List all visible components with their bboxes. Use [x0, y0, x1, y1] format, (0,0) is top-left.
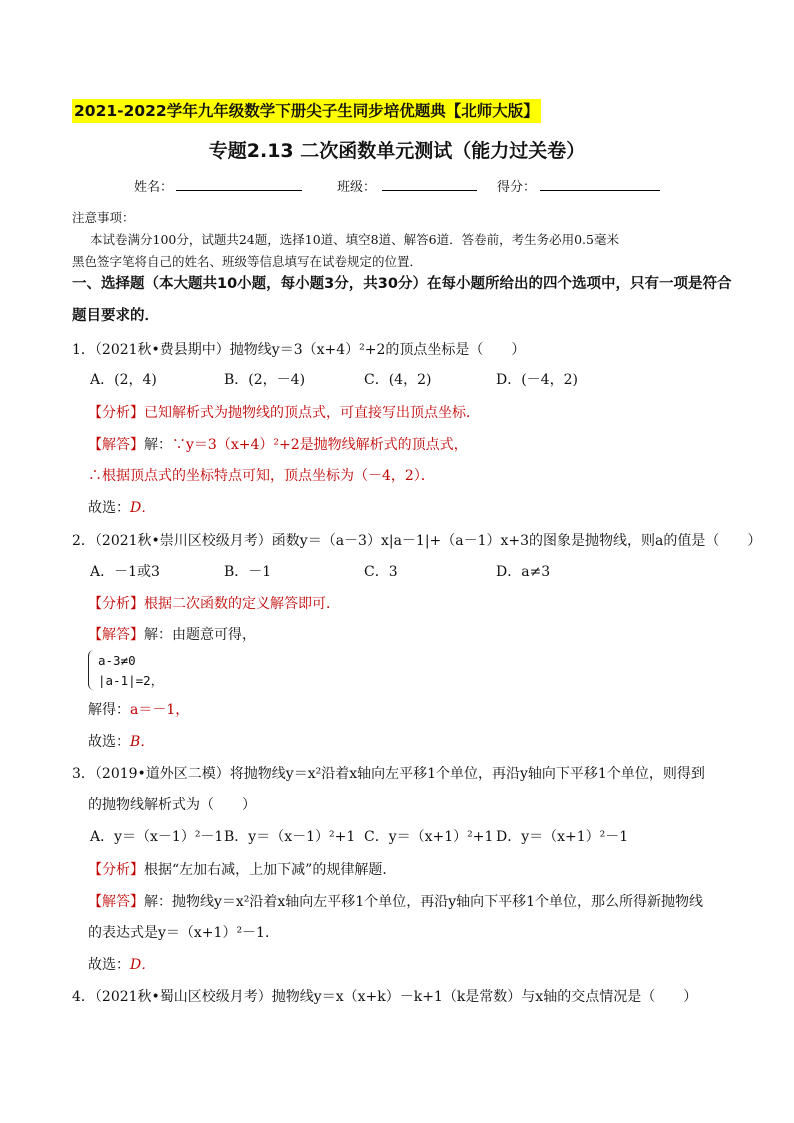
q3-analysis-text: 根据“左加右减，上加下减”的规律解题．: [144, 862, 397, 878]
q3-answer-text: 抛物线y＝x²沿着x轴向左平移1个单位，再沿y轴向下平移1个单位，那么所得新抛物线: [172, 894, 704, 910]
q1-analysis-text: 已知解析式为抛物线的顶点式，可直接写出顶点坐标．: [144, 405, 480, 421]
q3-answer-tag: 【解答】: [88, 894, 144, 910]
q2-choice-lead: 故选：: [88, 734, 130, 750]
q2-option-d: D．a≠3: [496, 564, 551, 580]
q2-choice-value: B．: [130, 734, 155, 750]
name-label: 姓名：: [134, 180, 174, 195]
q1-answer: [88, 435, 468, 455]
equation-system-brace: [88, 650, 96, 690]
q1-answer-lead: 解：: [144, 437, 172, 453]
score-blank[interactable]: [540, 190, 660, 191]
q1-analysis: [88, 403, 480, 423]
q3-answer-lead: 解：: [144, 894, 172, 910]
name-blank[interactable]: [176, 190, 302, 191]
notes-line-1: 本试卷满分100分，试题共24题，选择10道、填空8道、解答6道．答卷前，考生务必用0.5毫米: [90, 232, 619, 247]
q2-answer: [88, 625, 256, 645]
q1-option-d: D．(－4，2): [496, 372, 578, 388]
q1-choice-value: D．: [130, 500, 156, 516]
section-heading-2: 题目要求的．: [72, 308, 159, 324]
question-3-stem-2: 的抛物线解析式为（ ）: [88, 797, 256, 813]
q2-answer-text: 解：由题意可得，: [144, 627, 256, 643]
q3-analysis-tag: 【分析】: [88, 862, 144, 878]
question-3-stem-1: 3．（2019•道外区二模）将抛物线y＝x²沿着x轴向左平移1个单位，再沿y轴向下平移1个单位，则得到: [72, 766, 705, 782]
q2-system-line-2-text: |a-1|=2: [98, 673, 151, 688]
q2-option-c: C．3: [364, 564, 398, 580]
q1-option-b: B．(2，－4): [224, 372, 306, 388]
q2-system-line-1: a-3≠0: [98, 653, 136, 668]
question-4-stem: 4．（2021秋•蜀山区校级月考）抛物线y＝x（x+k）－k+1（k是常数）与x轴的交点情况是（ ）: [72, 989, 698, 1005]
page-title: 专题2.13 二次函数单元测试（能力过关卷）: [208, 140, 586, 162]
q3-option-c: C．y＝（x+1）²+1: [364, 829, 494, 845]
q2-option-b: B．－1: [224, 564, 272, 580]
notes-line-2: 黑色签字笔将自己的姓名、班级等信息填写在试卷规定的位置．: [72, 254, 423, 269]
q1-choice: [88, 498, 155, 518]
q2-option-a: A．－1或3: [90, 564, 160, 580]
q1-answer-tag: 【解答】: [88, 437, 144, 453]
q3-option-b: B．y＝（x－1）²+1: [224, 829, 356, 845]
q2-choice: [88, 732, 154, 752]
q1-analysis-tag: 【分析】: [88, 405, 144, 421]
class-label: 班级：: [337, 180, 377, 195]
q2-solve-lead: 解得：: [88, 702, 130, 718]
q2-solve-value: a＝－1，: [130, 702, 190, 718]
q3-choice: [88, 955, 155, 975]
series-banner: 2021-2022学年九年级数学下册尖子生同步培优题典【北师大版】: [72, 99, 541, 123]
q2-solve: [88, 700, 189, 720]
q2-analysis-tag: 【分析】: [88, 596, 144, 612]
q1-answer-line-2: ∴根据顶点式的坐标特点可知，顶点坐标为（－4，2）．: [88, 468, 435, 484]
q2-analysis-text: 根据二次函数的定义解答即可．: [144, 596, 340, 612]
q1-option-c: C．(4，2): [364, 372, 432, 388]
q1-option-a: A．(2，4): [90, 372, 157, 388]
q3-analysis: [88, 860, 396, 880]
q2-system-comma: ，: [150, 673, 164, 688]
q2-answer-tag: 【解答】: [88, 627, 144, 643]
q2-analysis: [88, 594, 340, 614]
q2-system-line-2: [98, 672, 163, 690]
q3-answer-line-2: 的表达式是y＝（x+1）²－1．: [88, 925, 279, 941]
score-label: 得分：: [497, 180, 537, 195]
q1-answer-text: ∵y＝3（x+4）²+2是抛物线解析式的顶点式，: [172, 437, 468, 453]
class-blank[interactable]: [382, 190, 477, 191]
q3-option-a: A．y＝（x－1）²－1: [90, 829, 224, 845]
q3-answer: [88, 892, 703, 912]
question-1-stem: 1．（2021秋•费县期中）抛物线y＝3（x+4）²+2的顶点坐标是（ ）: [72, 342, 526, 358]
question-2-stem: 2．（2021秋•崇川区校级月考）函数y＝（a－3）x|a－1|+（a－1）x+3的图象是抛物线，则a的值是（ ）: [72, 533, 762, 549]
q3-choice-value: D．: [130, 957, 156, 973]
q1-choice-lead: 故选：: [88, 500, 130, 516]
notes-heading: 注意事项：: [72, 210, 135, 225]
section-heading-1: 一、选择题（本大题共10小题，每小题3分，共30分）在每小题所给出的四个选项中，只有一项是符合: [72, 276, 732, 292]
q3-choice-lead: 故选：: [88, 957, 130, 973]
q3-option-d: D．y＝（x+1）²－1: [496, 829, 629, 845]
